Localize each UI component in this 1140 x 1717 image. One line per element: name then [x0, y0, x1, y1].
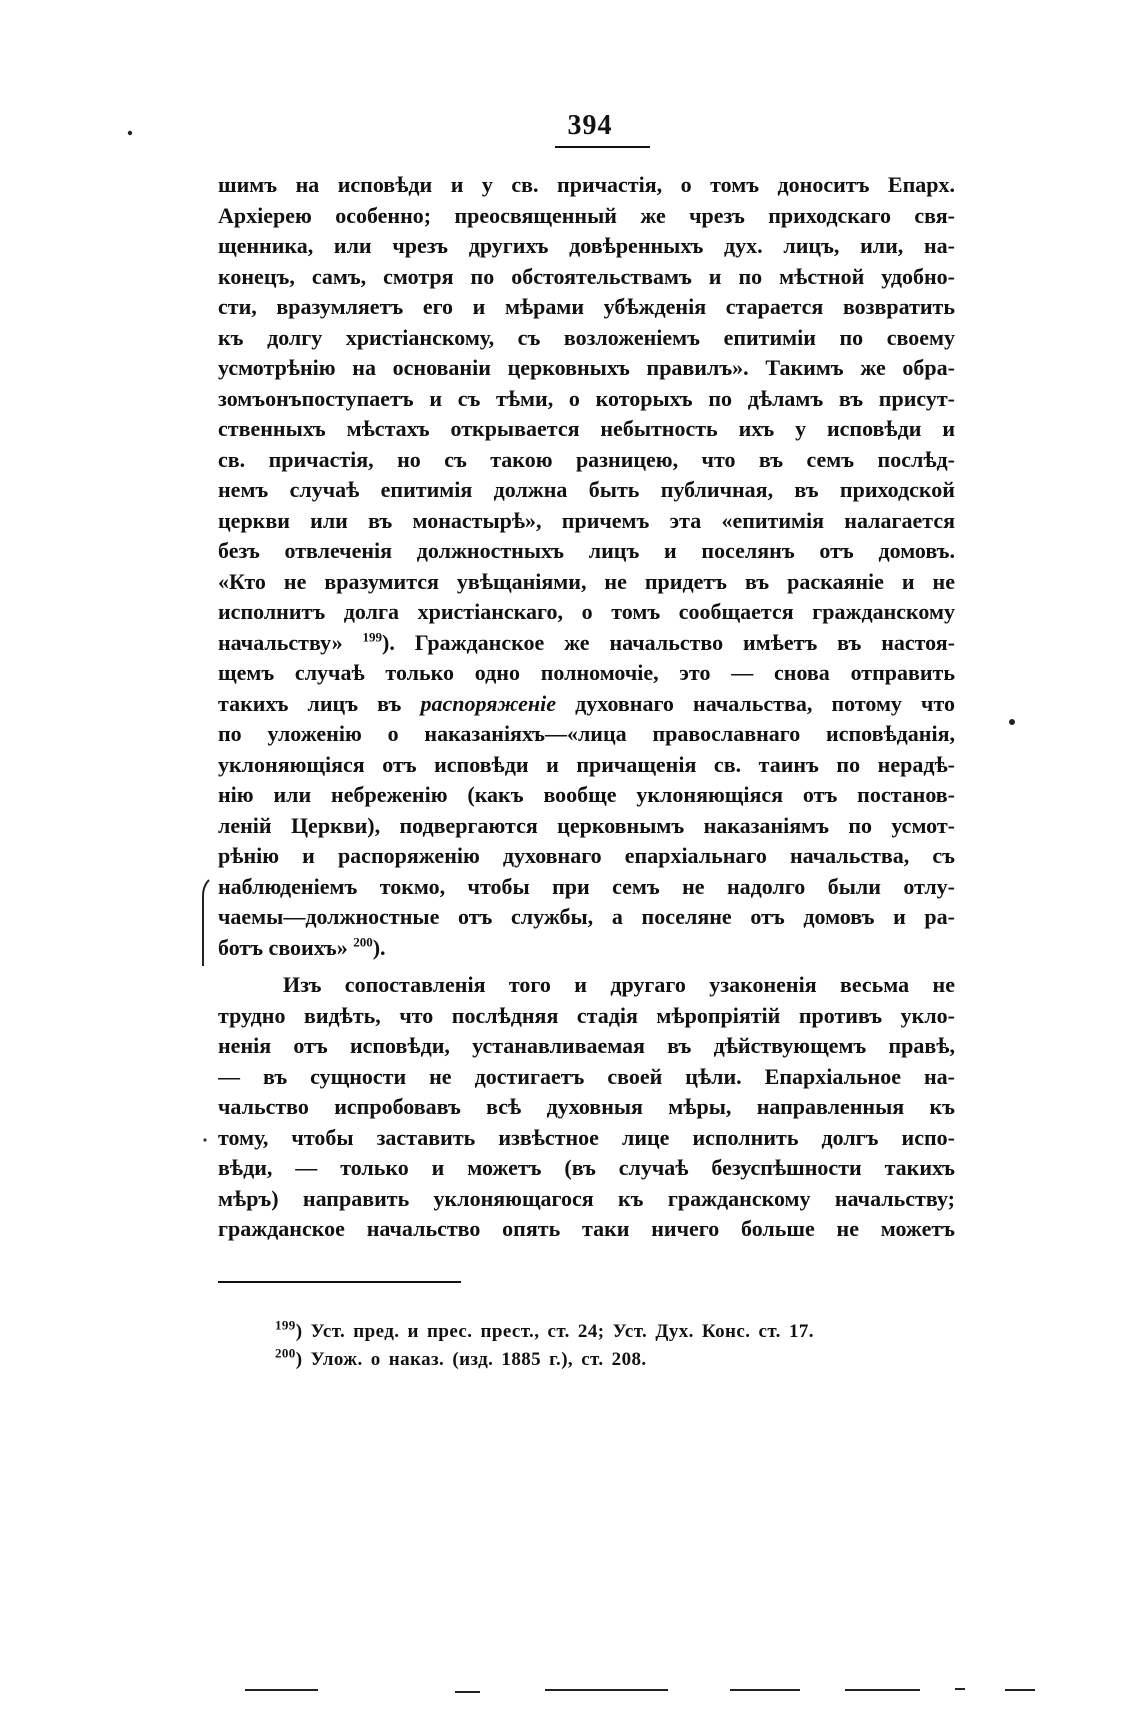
text-line: уклоняющіяся отъ исповѣди и причащенія св. таинъ по нерадѣ- [218, 751, 955, 777]
text-segment: духовнаго начальства, потому что [556, 690, 955, 716]
scan-dot [1009, 719, 1015, 725]
text-line: зомъонъпоступаетъ и съ тѣми, о которыхъ по дѣламъ въ присут- [218, 385, 955, 411]
text-line: леній Церкви), подвергаются церковнымъ наказаніямъ по усмот- [218, 812, 955, 838]
text-segment: начальству» [218, 629, 363, 655]
page-number: 394 [567, 110, 613, 141]
text-line: къ долгу христіанскому, съ возложеніемъ епитиміи по своему [218, 324, 955, 350]
text-line: ственныхъ мѣстахъ открывается небытность ихъ у исповѣди и [218, 416, 955, 441]
footnote-marker: 199 [275, 1317, 296, 1333]
text-line: гражданское начальство опять таки ничего больше не можетъ [218, 1216, 955, 1241]
text-line: — въ сущности не достигаетъ своей цѣли. Епархіальное на- [218, 1063, 955, 1089]
text-line: усмотрѣнію на основаніи церковныхъ правилъ». Такимъ же обра- [218, 355, 955, 380]
emphasis-text: распоряженіе [420, 690, 557, 716]
text-line: мѣръ) направить уклоняющагося къ гражданскому начальству; [218, 1185, 955, 1211]
text-line: исполнитъ долга христіанскаго, о томъ сообщается гражданскому [218, 599, 955, 624]
text-line: немъ случаѣ епитимія должна быть публичная, въ приходской [218, 477, 955, 502]
text-line: рѣнію и распоряженію духовнаго епархіальнаго начальства, съ [218, 843, 955, 868]
text-line: тому, чтобы заставить извѣстное лице исполнить долгъ испо- [218, 1124, 955, 1150]
text-line: наблюденіемъ токмо, чтобы при семъ не надолго были отлу- [218, 873, 955, 899]
text-line: чальство испробовавъ всѣ духовныя мѣры, направленныя къ [218, 1094, 955, 1119]
text-line: безъ отвлеченія должностныхъ лицъ и поселянъ отъ домовъ. [218, 538, 955, 563]
text-line: шимъ на исповѣди и у св. причастія, о томъ доноситъ Епарх. [218, 172, 955, 197]
text-line: щенника, или чрезъ другихъ довѣренныхъ дух. лицъ, или, на- [218, 233, 955, 258]
footnote-marker: 200 [275, 1345, 296, 1361]
text-line: чаемы—должностные отъ службы, а поселяне отъ домовъ и ра- [218, 904, 955, 929]
scan-lines [245, 1689, 1035, 1692]
text-line: «Кто не вразумится увѣщаніями, не придетъ въ раскаяніе и не [218, 568, 955, 594]
footnote-text: ) Уст. пред. и прес. прест., ст. 24; Уст. Дух. Конс. ст. 17. [295, 1321, 814, 1342]
margin-bracket [203, 880, 209, 966]
text-line: ненія отъ исповѣди, устанавливаемая въ дѣйствующемъ правѣ, [218, 1033, 955, 1058]
text-line: трудно видѣть, что послѣдняя стадія мѣропріятій противъ укло- [218, 1002, 955, 1028]
text-line: нію или небреженію (какъ вообще уклоняющіяся отъ постанов- [218, 782, 955, 807]
page-number-rule [555, 146, 650, 148]
footnotes [275, 1318, 955, 1374]
footnote [275, 1346, 955, 1374]
scan-dot [128, 131, 132, 135]
footnote-reference: 200 [353, 934, 373, 950]
text-segment: такихъ лицъ въ [218, 690, 421, 716]
text-line: конецъ, самъ, смотря по обстоятельствамъ и по мѣстной удобно- [218, 263, 955, 289]
paragraph [218, 170, 955, 963]
text-line [218, 933, 955, 964]
text-line: св. причастія, но съ такою разницею, что въ семъ послѣд- [218, 446, 955, 472]
main-text [218, 170, 955, 1245]
text-segment: ). Гражданское же начальство имѣетъ въ настоя- [382, 629, 955, 655]
text-segment: ботъ своихъ» [218, 934, 354, 960]
scan-dot [203, 1138, 206, 1141]
text-line: по уложенію о наказаніяхъ—«лица православнаго исповѣданія, [218, 721, 955, 746]
footnote-rule [218, 1281, 461, 1283]
text-line: вѣди, — только и можетъ (въ случаѣ безуспѣшности такихъ [218, 1155, 955, 1180]
text-line: Изъ сопоставленія того и другаго узаконенія весьма не [283, 972, 955, 997]
footnote-reference: 199 [362, 629, 383, 645]
text-line: Архіерею особенно; преосвященный же чрезъ приходскаго свя- [218, 202, 955, 228]
text-line: сти, вразумляетъ его и мѣрами убѣжденія старается возвратить [218, 294, 955, 319]
text-line [218, 689, 955, 720]
footnote-text: ) Улож. о наказ. (изд. 1885 г.), ст. 208. [295, 1349, 647, 1370]
text-line [218, 628, 955, 659]
footnote [275, 1318, 955, 1346]
text-line: церкви или въ монастырѣ», причемъ эта «епитимія налагается [218, 507, 955, 533]
text-line: щемъ случаѣ только одно полномочіе, это — снова отправить [218, 660, 955, 685]
paragraph [218, 970, 955, 1245]
text-segment: ). [372, 934, 386, 960]
